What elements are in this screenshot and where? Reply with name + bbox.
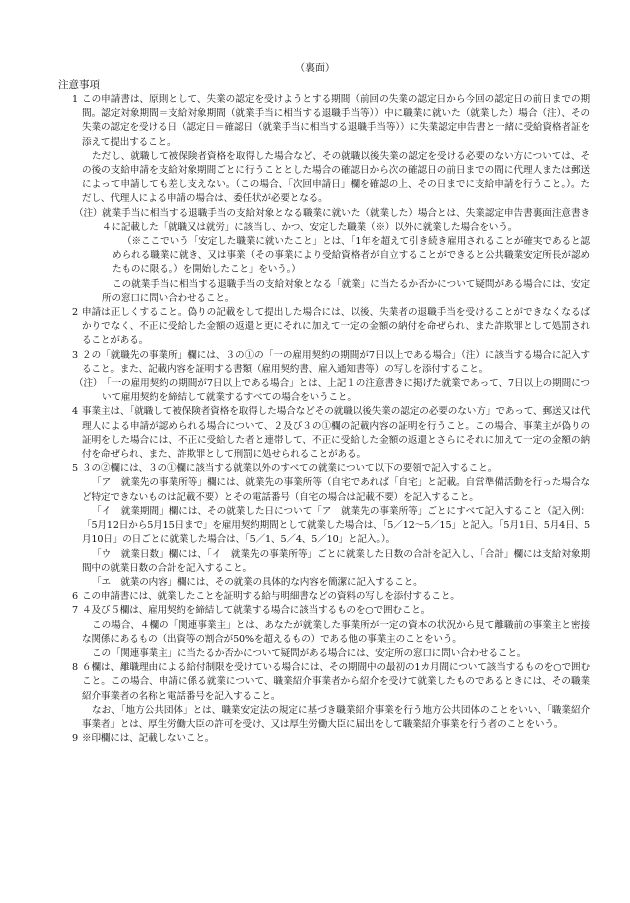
paragraph: 「ウ 就業日数」欄には、「イ 就業先の事業所等」ごとに就業した日数の合計を記入し、「合計」欄には支給対象期間中の就業日数の合計を記入すること。	[82, 548, 590, 574]
item-text: ２の「就職先の事業所」欄には、３の①の「一の雇用契約の期間が7日以上である場合」（注）に該当する場合に記入すること。また、記載内容を証明する書類（雇用契約書、雇入通知書等）の写しを添付すること。	[82, 349, 590, 375]
page-label: （裏面）	[295, 63, 335, 74]
paragraph: 「イ 就業期間」欄には、その就業した日について「ア 就業先の事業所等」ごとにすべて記入すること（記入例：「5月12日から5月15日まで」を雇用契約期間として就業した場合は、「5／12～5／15」と記入。「5月1日、5月4日、5月10日」の日ごとに就業した場合は、「5／1、5／4、5／10」と記入。）。	[82, 505, 590, 546]
item-text: ６欄は、離職理由による給付制限を受けている場合には、その期間中の最初の1カ月間について該当するものを○で囲むこと。この場合、申請に係る就業について、職業紹介事業者から紹介を受けて就業したものであるときには、その職業紹介事業者の名称と電話番号を記入すること。	[82, 662, 590, 702]
list-item	[56, 661, 590, 704]
list-item	[56, 405, 590, 462]
paragraph: なお、「地方公共団体」とは、職業安定法の規定に基づき職業紹介事業を行う地方公共団体のことをいい、「職業紹介事業者」とは、厚生労働大臣の許可を受け、又は厚生労働大臣に届出をして職業紹介事業を行う者のことをいう。	[82, 704, 590, 730]
item-number: 1	[72, 94, 78, 105]
instructions-body	[56, 93, 590, 746]
item-number: 7	[72, 605, 78, 617]
paragraph: （※ここでいう「安定した職業に就いたこと」とは、「1年を超えて引き続き雇用されることが確実であると認められる職業に就き、又は事業（その事業により受給資格者が自立することができると公共職業安定所長が認めたものに限る。）を開始したこと」をいう。）	[112, 236, 590, 276]
item-text: ※印欄には、記載しないこと。	[82, 733, 215, 745]
list-item	[56, 732, 590, 746]
paragraph: ただし、就職して被保険者資格を取得した場合など、その就職以後失業の認定を受ける必要のない方については、その後の支給申請を支給対象期間ごとに行うこととした場合の確認日から次の確認日の前日までの間に代理人または郵送によって申請しても差し支えない。（この場合、「次回申請日」欄を確認の上、その日までに支給申請を行うこと。）。ただし、代理人による申請の場合は、委任状が必要となる。	[82, 150, 590, 205]
item-text: この申請書は、原則として、失業の認定を受けようとする期間（前回の失業の認定日から今回の認定日の前日までの期間。認定対象期間＝支給対象期間（就業手当に相当する退職手当等））中に職業に就いた（就業した）場合（注）、その失業の認定を受ける日（認定日＝確認日（就業手当に相当する退職手当等））に失業認定申告書と一緒に受給資格者証を添えて提出すること。	[82, 94, 590, 148]
note-text: 就業手当に相当する退職手当の支給対象となる職業に就いた（就業した）場合とは、失業認定申告書裏面注意書き４に記載した「就職又は就労」に該当し、かつ、安定した職業（※）以外に就業した場合をいう。	[102, 207, 590, 233]
paragraph: この「関連事業主」に当たるか否かについて疑問がある場合には、安定所の窓口に問い合わせること。	[92, 647, 527, 659]
item-number: 9	[72, 733, 78, 745]
item-number: 2	[72, 307, 78, 319]
item-text: 事業主は、「就職して被保険者資格を取得した場合などその就職以後失業の認定の必要のない方」であって、郵送又は代理人による申請が認められる場合について、２及び３の①欄の記載内容の証明を行うこと。この場合、事業主が偽りの証明をした場合には、不正に受給した者と連帯して、不正に受給した金額の返還とさらにそれに加えて一定の金額の納付を命ぜられ、また、詐欺罪として刑罰に処せられることがある。	[82, 406, 590, 461]
list-item	[56, 306, 590, 349]
paragraph: 「エ 就業の内容」欄には、その就業の具体的な内容を簡潔に記入すること。	[92, 576, 423, 588]
note-marker: （注）	[74, 378, 103, 390]
item-text: 申請は正しくすること。偽りの記載をして提出した場合には、以後、失業者の退職手当を受けることができなくなるばかりでなく、不正に受給した金額の返還と更にそれに加えて一定の金額の納付を命ぜられ、また詐欺罪として処罰されることがある。	[82, 307, 590, 347]
note-item	[56, 207, 590, 235]
list-item	[56, 462, 590, 476]
paragraph: この就業手当に相当する退職手当の支給対象となる「就業」に当たるか否かについて疑問がある場合には、安定所の窓口に問い合わせること。	[102, 278, 590, 304]
item-text: ３の②欄には、３の①欄に該当する就業以外のすべての就業について以下の要領で記入すること。	[82, 463, 498, 475]
paragraph: 「ア 就業先の事業所等」欄には、就業先の事業所等（自宅であれば「自宅」と記載。自営準備活動を行った場合など特定できないものは記載不要）とその電話番号（自宅の場合は記載不要）を記入すること。	[82, 477, 590, 503]
section-title: 注意事項	[58, 79, 100, 91]
list-item	[56, 349, 590, 377]
note-text: 「一の雇用契約の期間が7日以上である場合」とは、上記１の注意書きに掲げた就業であって、7日以上の期間について雇用契約を締結して就業するすべての場合をいうこと。	[102, 378, 590, 404]
item-number: 5	[72, 463, 78, 475]
note-item	[56, 377, 590, 405]
paragraph: この場合、４欄の「関連事業主」とは、あなたが就業した事業所が一定の資本の状況から見て離職前の事業主と密接な関係にあるもの（出資等の割合が50%を超えるもの）である他の事業主のことをいう。	[82, 619, 590, 645]
list-item	[56, 93, 590, 150]
item-number: 4	[72, 406, 78, 418]
item-number: 3	[72, 349, 78, 361]
list-item	[56, 590, 590, 604]
note-marker: （注）	[74, 207, 103, 219]
item-text: この申請書には、就業したことを証明する給与明細書などの資料の写しを添付すること。	[82, 591, 460, 603]
list-item	[56, 604, 590, 618]
item-number: 8	[72, 662, 78, 674]
item-number: 6	[72, 591, 78, 603]
item-text: ４及び５欄は、雇用契約を締結して就業する場合に該当するものを○で囲むこと。	[82, 605, 431, 617]
